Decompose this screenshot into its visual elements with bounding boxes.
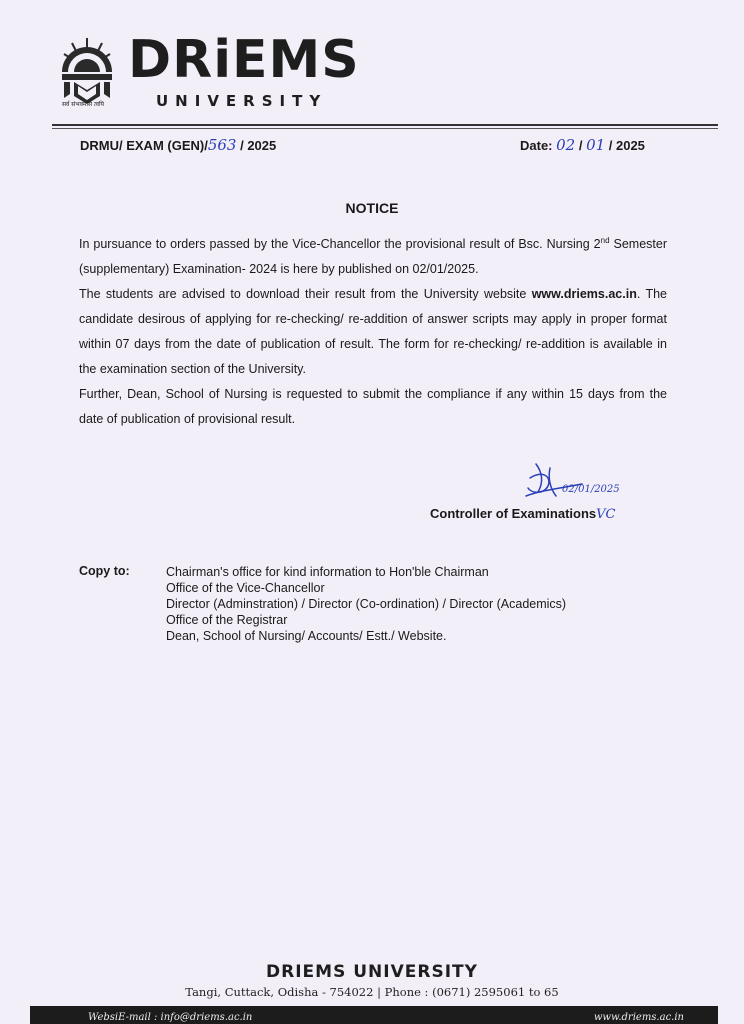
notice-title: NOTICE	[345, 200, 399, 216]
university-logo-wordmark: DRiEMS	[128, 30, 360, 90]
reference-handwritten-number: 563	[207, 136, 237, 154]
copy-to-label: Copy to:	[79, 564, 130, 578]
notice-paragraph-3: Further, Dean, School of Nursing is requested to submit the compliance if any within 15 days from the date of publication of provisional result.	[79, 387, 667, 427]
notice-body	[79, 228, 667, 432]
p2-text-b: . The candidate desirous of applying for re-checking/ re-addition of answer scripts may apply in proper format within 07 days from the date of publication of result. The form for re-checking/ re-addition is available in the examination section of the University.	[79, 287, 667, 377]
list-item: Office of the Registrar	[166, 613, 288, 627]
list-item: Dean, School of Nursing/ Accounts/ Estt./ Website.	[166, 629, 447, 643]
p2-text-a: The students are advised to download their result from the University website	[79, 287, 532, 302]
reference-number	[80, 136, 276, 154]
university-logo-subtitle: UNIVERSITY	[156, 92, 328, 110]
signatory-designation	[430, 506, 615, 522]
signature-icon	[522, 458, 646, 502]
notice-paragraph-2	[79, 282, 667, 382]
footer-email[interactable]: WebsiE-mail : info@driems.ac.in	[88, 1012, 253, 1023]
p1-text-a: In pursuance to orders passed by the Vice-Chancellor the provisional result of Bsc. Nursing 2	[79, 237, 601, 252]
header-divider-thin	[52, 128, 718, 129]
date-handwritten-month: 01	[586, 136, 606, 154]
list-item: Chairman's office for kind information to Hon'ble Chairman	[166, 565, 489, 579]
reference-prefix: DRMU/ EXAM (GEN)/	[80, 138, 208, 153]
list-item: Director (Adminstration) / Director (Co-ordination) / Director (Academics)	[166, 597, 567, 611]
date-handwritten-day: 02	[556, 136, 576, 154]
footer-address: Tangi, Cuttack, Odisha - 754022 | Phone : (0671) 2595061 to 65	[185, 985, 559, 999]
date-separator: /	[575, 138, 587, 153]
signature-handwritten-date: 02/01/2025	[562, 484, 620, 495]
footer-university-name: DRIEMS UNIVERSITY	[266, 962, 478, 982]
reference-suffix: / 2025	[236, 138, 277, 153]
header-divider	[52, 124, 718, 126]
university-website-link[interactable]: www.driems.ac.in	[531, 287, 637, 302]
signatory-handwritten-note: VC	[596, 507, 616, 522]
p1-superscript: nd	[600, 236, 610, 245]
designation-text: Controller of Examinations	[430, 506, 597, 521]
date-year: / 2025	[605, 138, 645, 153]
copy-to-list	[166, 564, 566, 644]
notice-paragraph-1	[79, 228, 667, 282]
university-emblem-icon	[56, 32, 118, 108]
p1-text-b: Semester (supplementary) Examination- 2024 is here by published on 02/01/2025.	[79, 237, 667, 277]
date-label: Date:	[520, 138, 557, 153]
list-item: Office of the Vice-Chancellor	[166, 581, 325, 595]
footer-website[interactable]: www.driems.ac.in	[593, 1012, 684, 1023]
notice-date	[520, 136, 645, 154]
university-motto: सर्व संभवमसि त्वयि	[62, 101, 104, 108]
